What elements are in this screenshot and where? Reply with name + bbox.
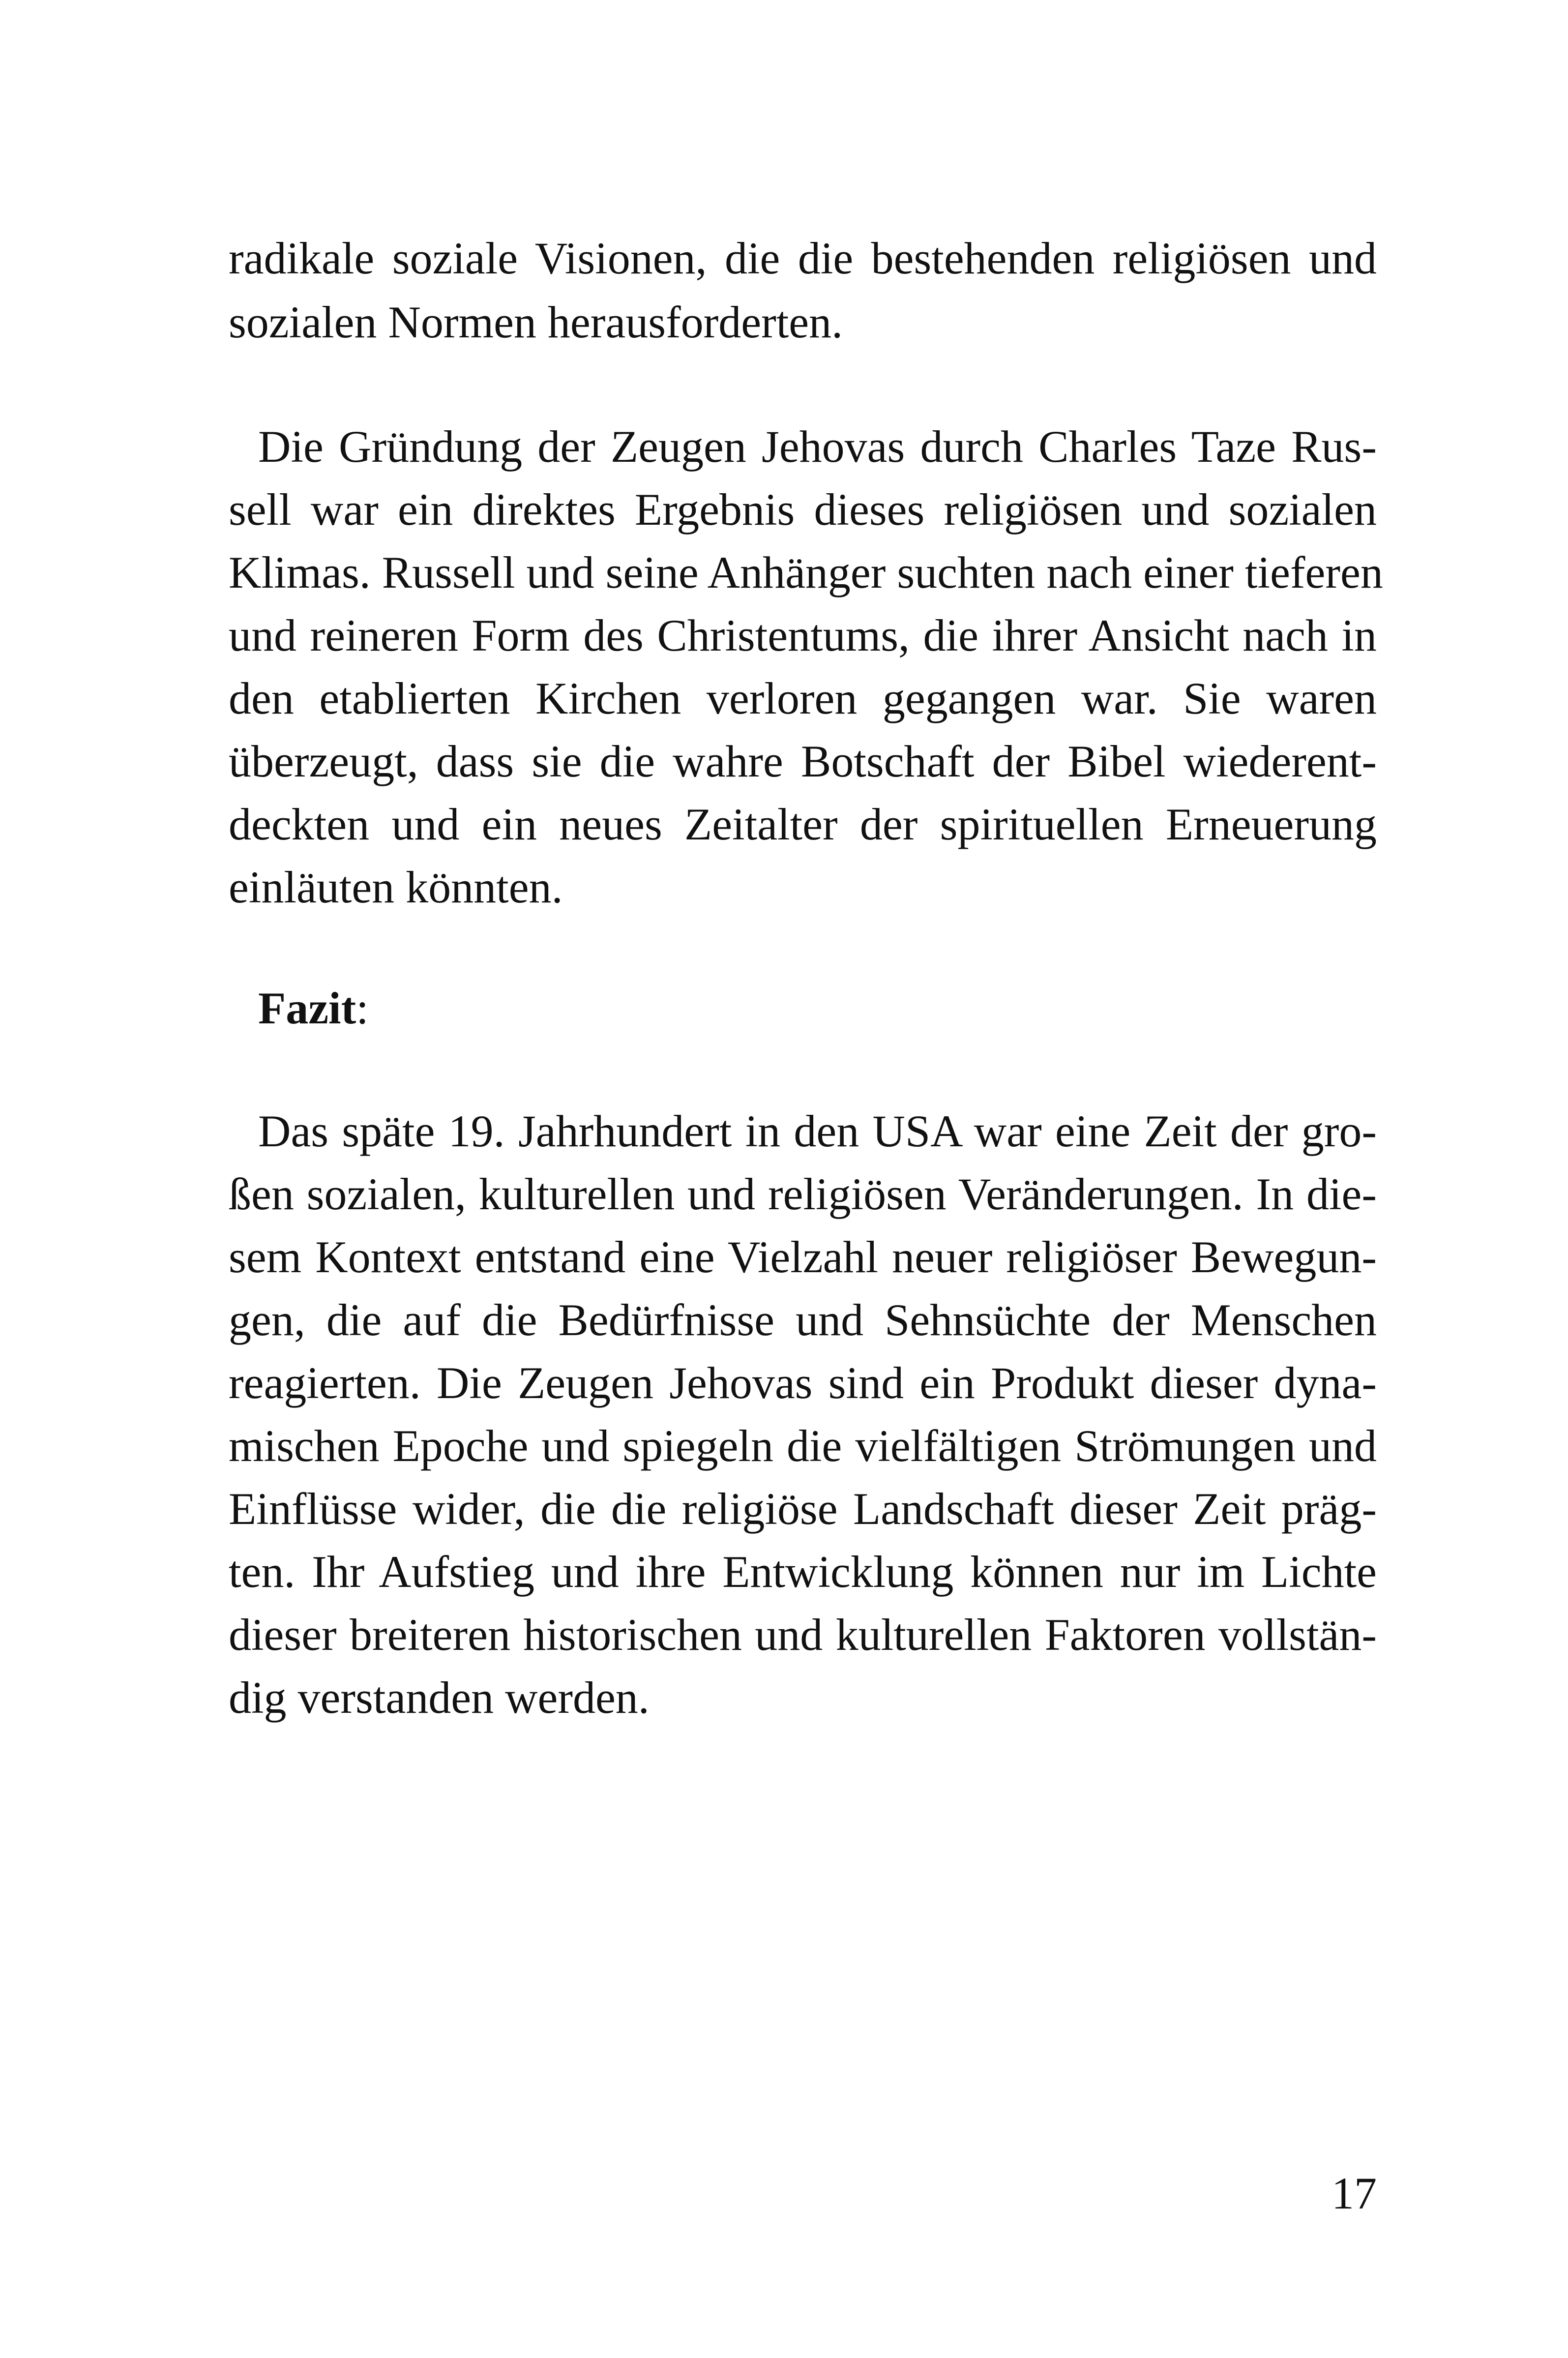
paragraph-2-line-2: sell war ein direktes Ergebnis dieses religiösen und sozialen (229, 484, 1377, 535)
paragraph-3-line-2: ßen sozialen, kulturellen und religiösen Veränderungen. In die- (229, 1169, 1377, 1219)
paragraph-2-line-8: einläuten könnten. (229, 862, 563, 912)
paragraph-3-line-8: ten. Ihr Aufstieg und ihre Entwicklung können nur im Lichte (229, 1547, 1377, 1597)
paragraph-3-line-9: dieser breiteren historischen und kulturellen Faktoren vollstän- (229, 1610, 1377, 1660)
paragraph-1-line-1: radikale soziale Visionen, die die bestehenden religiösen und (229, 233, 1377, 283)
paragraph-3-line-1: Das späte 19. Jahrhundert in den USA war eine Zeit der gro- (258, 1106, 1377, 1156)
paragraph-2-line-1: Die Gründung der Zeugen Jehovas durch Charles Taze Rus- (258, 421, 1377, 472)
paragraph-2-line-6: überzeugt, dass sie die wahre Botschaft der Bibel wiederent- (229, 736, 1377, 786)
paragraph-3-line-4: gen, die auf die Bedürfnisse und Sehnsüchte der Menschen (229, 1295, 1377, 1345)
paragraph-1-line-2: sozialen Normen herausforderten. (229, 297, 843, 347)
paragraph-3-line-6: mischen Epoche und spiegeln die vielfältigen Strömungen und (229, 1421, 1377, 1471)
paragraph-2-line-7: deckten und ein neues Zeitalter der spirituellen Erneuerung (229, 799, 1377, 849)
paragraph-3-line-7: Einflüsse wider, die die religiöse Landschaft dieser Zeit präg- (229, 1484, 1377, 1534)
section-heading (258, 976, 369, 1040)
paragraph-2-line-5: den etablierten Kirchen verloren gegangen war. Sie waren (229, 673, 1377, 723)
heading-colon: : (356, 983, 369, 1033)
heading-text: Fazit (258, 983, 356, 1033)
paragraph-2-line-4: und reineren Form des Christentums, die ihrer Ansicht nach in (229, 610, 1377, 660)
paragraph-3-line-10: dig verstanden werden. (229, 1672, 650, 1723)
paragraph-3-line-3: sem Kontext entstand eine Vielzahl neuer religiöser Bewegun- (229, 1232, 1377, 1282)
paragraph-2-line-3: Klimas. Russell und seine Anhänger suchten nach einer tieferen (229, 547, 1383, 597)
paragraph-3-line-5: reagierten. Die Zeugen Jehovas sind ein Produkt dieser dyna- (229, 1358, 1377, 1408)
page-number: 17 (1331, 2168, 1377, 2218)
